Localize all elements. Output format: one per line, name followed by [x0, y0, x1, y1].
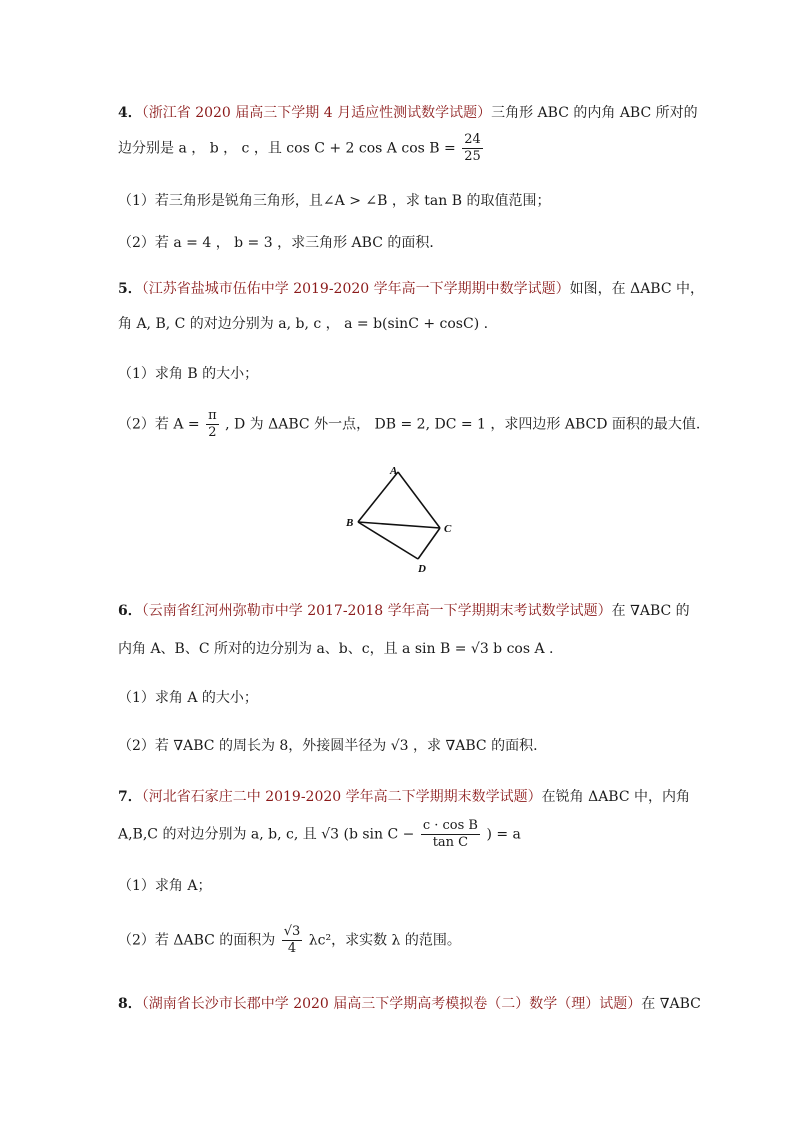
- fraction: $\frac{√3}{4}$: [283, 924, 301, 956]
- problem-6-part-2: （2）若 ∇ABC 的周长为 8，外接圆半径为 √3 ，求 ∇ABC 的面积.: [118, 738, 538, 754]
- problem-6-line-2: 内角 A、B、C 所对的边分别为 a、b、c，且 a sin B = √3 b cos A .: [118, 641, 554, 657]
- problem-source: （湖南省长沙市长郡中学 2020 届高三下学期高考模拟卷（二）数学（理）试题）: [141, 996, 642, 1012]
- problem-5-part-2: （2）若 A = $\frac{\pi}{2}$ , D 为 ΔABC 外一点， DB = 2, DC = 1 ，求四边形 ABCD 面积的最大值.: [118, 408, 701, 440]
- problem-source: （浙江省 2020 届高三下学期 4 月适应性测试数学试题）: [141, 105, 492, 121]
- problem-8-line-1: [118, 995, 701, 1013]
- problem-stem: 在 ∇ABC: [641, 996, 701, 1012]
- problem-stem: 边分别是 a ， b ， c ，且 cos C + 2 cos A cos B =: [118, 140, 456, 157]
- quadrilateral-figure: [340, 462, 460, 578]
- problem-4-line-2: [118, 132, 485, 165]
- problem-number: 6．: [118, 603, 142, 619]
- vertex-label-a: A: [390, 465, 398, 477]
- vertex-label-b: B: [346, 517, 354, 529]
- vertex-label-c: C: [444, 523, 452, 535]
- problem-5-line-2: 角 A, B, C 的对边分别为 a, b, c ， a = b(sinC + cosC) .: [118, 316, 489, 332]
- problem-6-line-1: [118, 602, 690, 620]
- problem-7-line-2: A,B,C 的对边分别为 a, b, c, 且 √3 (b sin C − $\frac{\text{c · cos B}}{\text{tan C}}$ ) = a: [118, 818, 521, 850]
- problem-number: 8．: [118, 996, 142, 1012]
- problem-source: （河北省石家庄二中 2019-2020 学年高二下学期期末数学试题）: [141, 789, 542, 805]
- problem-7-part-1: （1）求角 A；: [118, 878, 212, 894]
- problem-source: （云南省红河州弥勒市中学 2017-2018 学年高一下学期期末考试数学试题）: [141, 603, 612, 619]
- problem-stem: 三角形 ABC 的内角 ABC 所对的: [491, 105, 698, 121]
- fraction: $\frac{\text{c · cos B}}{\text{tan C}}$: [422, 818, 478, 850]
- problem-6-part-1: （1）求角 A 的大小；: [118, 690, 258, 706]
- problem-stem: 在 ∇ABC 的: [611, 603, 690, 619]
- problem-stem: 在锐角 ΔABC 中，内角: [541, 789, 691, 805]
- problem-5-part-1: （1）求角 B 的大小；: [118, 366, 259, 382]
- problem-number: 7．: [118, 789, 142, 805]
- problem-source: （江苏省盐城市伍佑中学 2019-2020 学年高一下学期期中数学试题）: [141, 281, 570, 297]
- problem-stem: 如图，在 ΔABC 中，: [569, 281, 705, 297]
- fraction: $\frac{24}{25}$: [464, 132, 481, 164]
- problem-7-line-1: [118, 788, 690, 806]
- problem-4-part-2: （2）若 a = 4 ， b = 3 ，求三角形 ABC 的面积．: [118, 235, 444, 251]
- problem-number: 4．: [118, 105, 142, 121]
- fraction: $\frac{\pi}{2}$: [208, 408, 217, 440]
- vertex-label-d: D: [418, 563, 426, 575]
- problem-5-line-1: [118, 280, 704, 298]
- problem-4-part-1: （1）若三角形是锐角三角形，且∠A > ∠B ，求 tan B 的取值范围；: [118, 193, 551, 209]
- problem-7-part-2: （2）若 ΔABC 的面积为 $\frac{√3}{4}$ λc²，求实数 λ 的范围。: [118, 924, 461, 956]
- problem-4-line-1: [118, 104, 698, 122]
- problem-number: 5．: [118, 281, 142, 297]
